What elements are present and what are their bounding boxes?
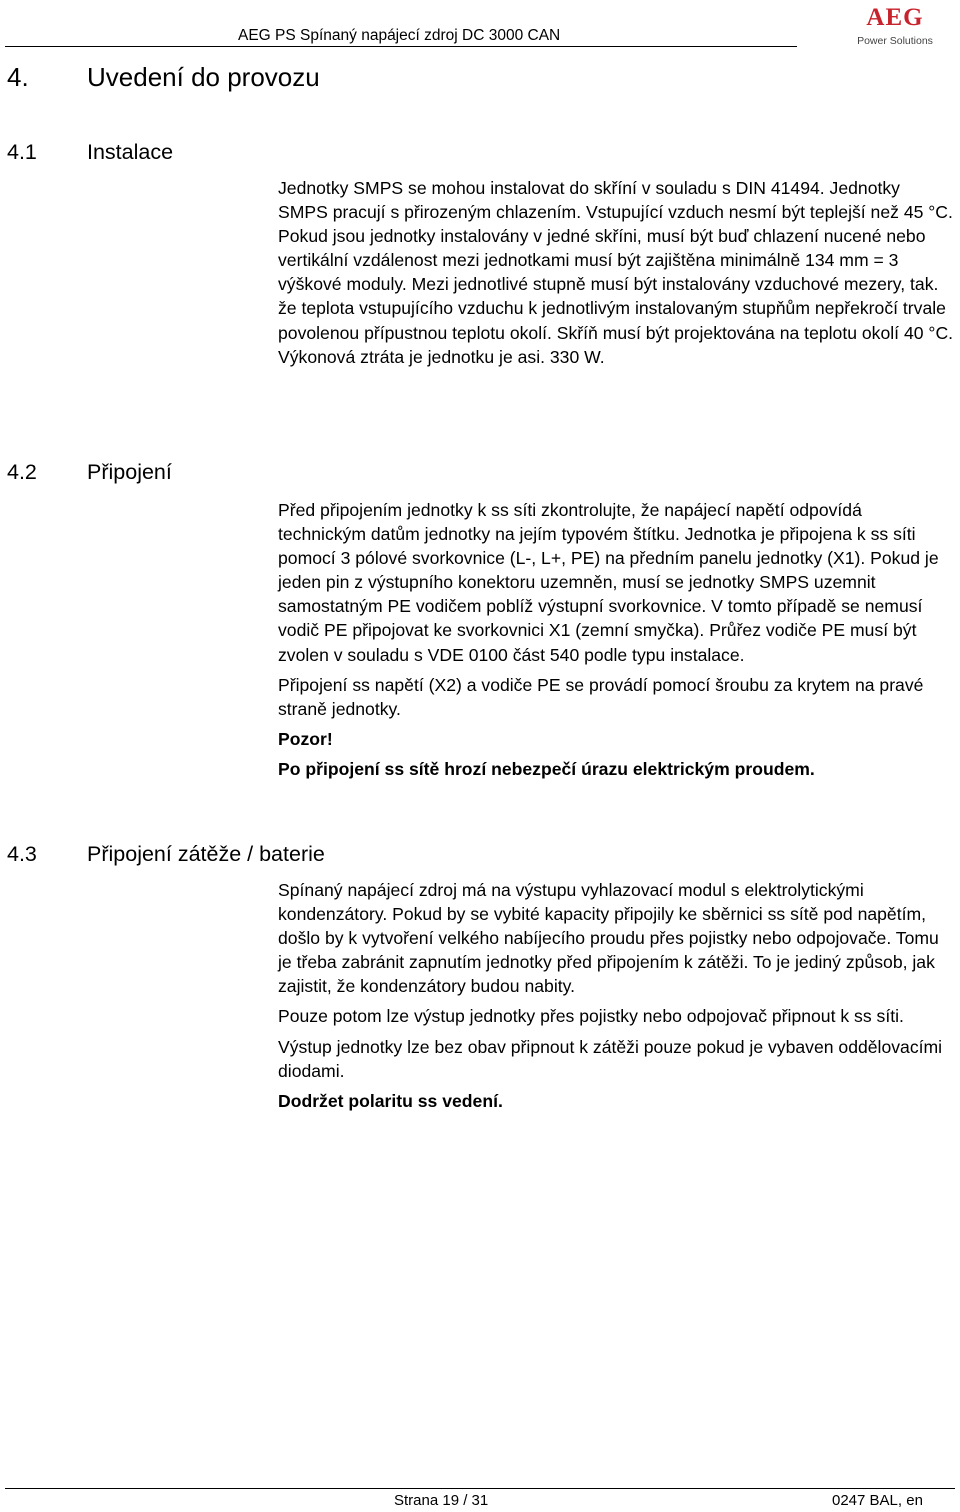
header-divider [5, 46, 797, 47]
paragraph: Spínaný napájecí zdroj má na výstupu vyhlazovací modul s elektrolytickými kondenzátory. Pokud by se vybité kapacity připojily ke sběrnici ss sítě pod napětím, došlo by k vytvoření velkého nabíjecího proudu přes pojistky nebo odpojovače. Tomu je třeba zabránit zapnutím jednotky před připojením k zátěži. To je jediný způsob, jak zajistit, že kondenzátory budou nabity. [278, 880, 939, 997]
section-body-instalace [278, 176, 954, 375]
paragraph: Pouze potom lze výstup jednotky přes pojistky nebo odpojovač připnout k ss síti. [278, 1006, 904, 1027]
section-heading-instalace [7, 140, 173, 165]
paragraph: Připojení ss napětí (X2) a vodiče PE se provádí pomocí šroubu za krytem na pravé straně jednotky. [278, 674, 924, 719]
warning-text: Po připojení ss sítě hrozí nebezpečí úrazu elektrickým proudem. [278, 758, 815, 779]
warning-label: Pozor! [278, 728, 333, 749]
polarity-note: Dodržet polaritu ss vedení. [278, 1090, 503, 1111]
section-title: Připojení zátěže / baterie [87, 842, 325, 866]
chapter-heading [7, 62, 320, 93]
logo-brand: AEG [866, 4, 924, 31]
section-body-pripojeni-zateze [278, 878, 954, 1119]
chapter-number: 4. [7, 62, 29, 92]
paragraph: Jednotky SMPS se mohou instalovat do skříní v souladu s DIN 41494. Jednotky SMPS pracují s přirozeným chlazením. Vstupující vzduch nesmí být teplejší než 45 °C. Pokud jsou jednotky instalovány v jedné skříni, musí být buď chlazení nucené nebo vertikální vzdálenost mezi jednotkami musí být zajištěna minimálně 134 mm = 3 výškové moduly. Mezi jednotlivé stupně musí být instalovány vzduchové mezery, tak. že teplota vstupujícího vzduchu k jednotlivým instalovaným stupňům nepřekročí trvale povolenou přípustnou teplotu okolí. Skříň musí být projektována na teplotu okolí 40 °C. Výkonová ztráta je jednotku je asi. 330 W. [278, 178, 954, 367]
paragraph: Výstup jednotky lze bez obav připnout k zátěži pouze pokud je vybaven oddělovacími diodami. [278, 1036, 943, 1081]
section-title: Připojení [87, 460, 172, 484]
aeg-logo [850, 4, 940, 48]
section-number: 4.3 [7, 842, 37, 866]
page-number: Strana 19 / 31 [394, 1492, 489, 1509]
section-body-pripojeni [278, 498, 954, 787]
section-heading-pripojeni [7, 460, 172, 485]
chapter-title: Uvedení do provozu [87, 62, 320, 92]
header-title: AEG PS Spínaný napájecí zdroj DC 3000 CAN [238, 27, 561, 44]
logo-subtitle: Power Solutions [857, 35, 933, 47]
paragraph: Před připojením jednotky k ss síti zkontrolujte, že napájecí napětí odpovídá technickým datům jednotky na jejím typovém štítku. Jednotka je připojena k ss síti pomocí 3 pólové svorkovnice (L-, L+, PE) na předním panelu jednotky (X1). Pokud je jeden pin z výstupního konektoru uzemněn, musí se jednotky SMPS uzemnit samostatným PE vodičem poblíž výstupní svorkovnice. V tomto případě se nemusí vodič PE připojovat ke svorkovnici X1 (zemní smyčka). Průřez vodiče PE musí být zvolen v souladu s VDE 0100 část 540 podle typu instalace. [278, 500, 939, 665]
section-number: 4.2 [7, 460, 37, 484]
footer-divider [5, 1488, 955, 1489]
document-code: 0247 BAL, en [832, 1492, 923, 1509]
section-number: 4.1 [7, 140, 37, 164]
section-heading-pripojeni-zateze [7, 842, 325, 867]
section-title: Instalace [87, 140, 174, 164]
